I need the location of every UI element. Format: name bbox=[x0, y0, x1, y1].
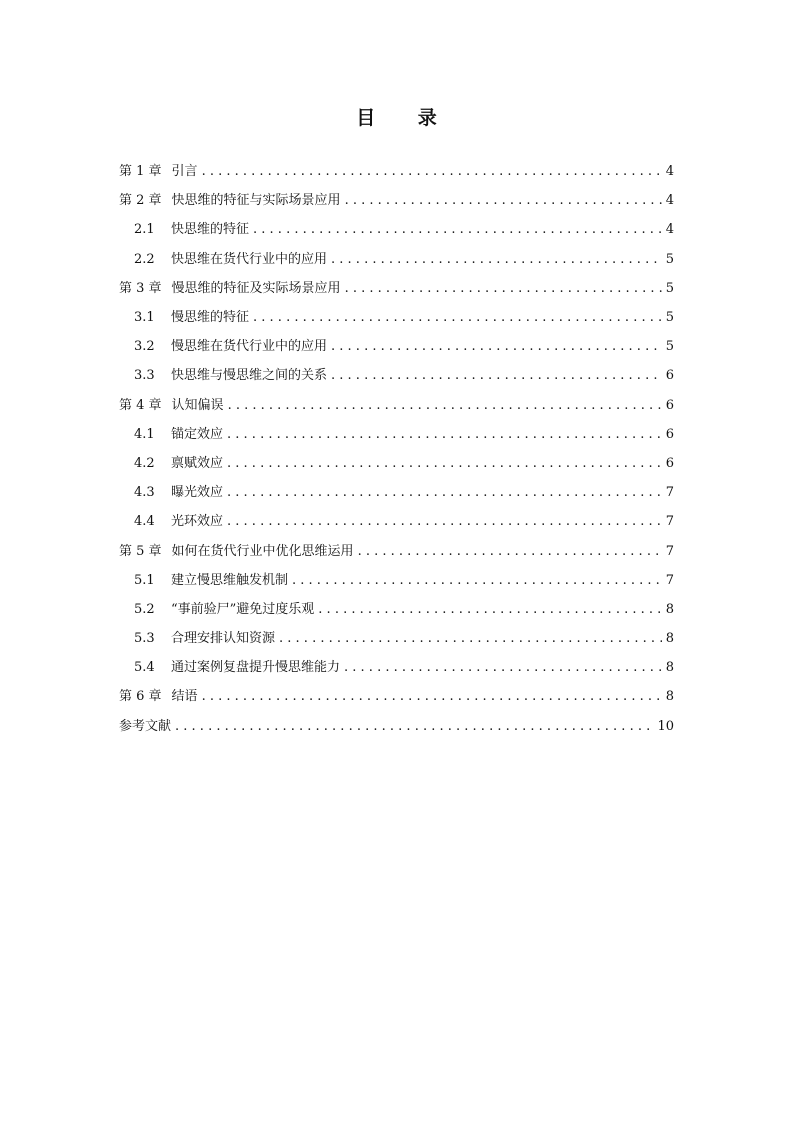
toc-entry[interactable] bbox=[119, 274, 674, 303]
toc-entry-title: 慢思维在货代行业中的应用 bbox=[171, 339, 328, 355]
toc-entry-title: 引言 bbox=[171, 164, 198, 180]
toc-entry[interactable] bbox=[119, 507, 674, 536]
toc-dot-leader bbox=[344, 653, 662, 682]
toc-title: 目 录 bbox=[356, 107, 455, 129]
toc-entry[interactable] bbox=[119, 595, 674, 624]
toc-dot-leader bbox=[227, 478, 662, 507]
toc-entry-title: 建立慢思维触发机制 bbox=[171, 572, 289, 588]
toc-entry-number: 5.3 bbox=[134, 631, 155, 647]
toc-entry[interactable] bbox=[119, 566, 674, 595]
toc-dot-leader bbox=[279, 624, 662, 653]
toc-entry-page-number: 8 bbox=[665, 631, 674, 647]
toc-entry-page-number: 6 bbox=[665, 368, 674, 384]
toc-entry-title: 快思维的特征 bbox=[171, 222, 250, 238]
toc-entry-page-number: 5 bbox=[665, 251, 674, 267]
toc-entry-number: 4.1 bbox=[134, 426, 155, 442]
toc-entry-number: 5.4 bbox=[134, 660, 155, 676]
toc-entry[interactable] bbox=[119, 536, 674, 565]
toc-entry-title: 通过案例复盘提升慢思维能力 bbox=[171, 660, 341, 676]
toc-entry-title: 结语 bbox=[171, 689, 198, 705]
toc-dot-leader bbox=[202, 157, 662, 186]
toc-entry-title: 认知偏误 bbox=[171, 397, 224, 413]
toc-entry-number: 2.1 bbox=[134, 222, 155, 238]
toc-entry-title: “事前验尸”避免过度乐观 bbox=[171, 601, 315, 617]
toc-entry-page-number: 5 bbox=[665, 339, 674, 355]
toc-entry-title: 慢思维的特征及实际场景应用 bbox=[171, 280, 341, 296]
table-of-contents bbox=[119, 157, 674, 741]
toc-entry[interactable] bbox=[119, 420, 674, 449]
toc-entry[interactable] bbox=[119, 157, 674, 186]
toc-entry-number: 第 3 章 bbox=[119, 280, 162, 296]
toc-entry-page-number: 5 bbox=[665, 310, 674, 326]
toc-entry[interactable] bbox=[119, 682, 674, 711]
toc-entry[interactable] bbox=[119, 653, 674, 682]
toc-entry-number: 4.4 bbox=[134, 514, 155, 530]
toc-entry[interactable] bbox=[119, 215, 674, 244]
toc-entry-page-number: 5 bbox=[665, 280, 674, 296]
toc-dot-leader bbox=[345, 274, 662, 303]
toc-entry[interactable] bbox=[119, 712, 674, 741]
toc-entry[interactable] bbox=[119, 391, 674, 420]
toc-entry-title: 快思维与慢思维之间的关系 bbox=[171, 368, 328, 384]
toc-dot-leader bbox=[345, 186, 662, 215]
toc-entry-number: 第 1 章 bbox=[119, 164, 162, 180]
toc-entry-page-number: 4 bbox=[665, 193, 674, 209]
toc-dot-leader bbox=[227, 507, 662, 536]
toc-entry-page-number: 7 bbox=[665, 543, 674, 559]
toc-entry[interactable] bbox=[119, 478, 674, 507]
toc-entry-page-number: 6 bbox=[665, 455, 674, 471]
toc-entry[interactable] bbox=[119, 361, 674, 390]
toc-entry-number: 第 5 章 bbox=[119, 543, 162, 559]
toc-entry-number: 第 6 章 bbox=[119, 689, 162, 705]
toc-entry-number: 5.2 bbox=[134, 601, 155, 617]
toc-entry-number: 5.1 bbox=[134, 572, 155, 588]
toc-entry-title: 合理安排认知资源 bbox=[171, 631, 276, 647]
toc-entry-page-number: 7 bbox=[665, 485, 674, 501]
toc-dot-leader bbox=[331, 361, 662, 390]
toc-entry-number: 3.3 bbox=[134, 368, 155, 384]
toc-entry-title: 如何在货代行业中优化思维运用 bbox=[171, 543, 354, 559]
toc-dot-leader bbox=[227, 449, 662, 478]
toc-entry-page-number: 8 bbox=[665, 601, 674, 617]
toc-entry-title: 快思维在货代行业中的应用 bbox=[171, 251, 328, 267]
toc-entry-number: 4.3 bbox=[134, 485, 155, 501]
toc-entry-page-number: 7 bbox=[665, 514, 674, 530]
toc-entry[interactable] bbox=[119, 449, 674, 478]
toc-entry[interactable] bbox=[119, 303, 674, 332]
toc-entry-title: 参考文献 bbox=[119, 718, 172, 734]
toc-entry[interactable] bbox=[119, 186, 674, 215]
toc-dot-leader bbox=[331, 332, 662, 361]
toc-dot-leader bbox=[253, 215, 662, 244]
toc-dot-leader bbox=[292, 566, 662, 595]
toc-entry-page-number: 7 bbox=[665, 572, 674, 588]
toc-entry-page-number: 8 bbox=[665, 689, 674, 705]
toc-entry-number: 第 4 章 bbox=[119, 397, 162, 413]
toc-entry-page-number: 4 bbox=[665, 164, 674, 180]
toc-dot-leader bbox=[253, 303, 662, 332]
toc-entry-title: 慢思维的特征 bbox=[171, 310, 250, 326]
toc-entry-page-number: 4 bbox=[665, 222, 674, 238]
toc-entry-title: 曝光效应 bbox=[171, 485, 224, 501]
toc-entry-number: 4.2 bbox=[134, 455, 155, 471]
toc-entry-title: 光环效应 bbox=[171, 514, 224, 530]
toc-entry[interactable] bbox=[119, 624, 674, 653]
toc-dot-leader bbox=[227, 420, 662, 449]
toc-dot-leader bbox=[331, 245, 662, 274]
toc-dot-leader bbox=[175, 712, 653, 741]
toc-dot-leader bbox=[358, 537, 662, 566]
toc-entry-number: 3.1 bbox=[134, 310, 155, 326]
toc-entry-title: 禀赋效应 bbox=[171, 455, 224, 471]
toc-entry-number: 3.2 bbox=[134, 339, 155, 355]
toc-entry-title: 快思维的特征与实际场景应用 bbox=[171, 193, 341, 209]
toc-entry[interactable] bbox=[119, 245, 674, 274]
toc-dot-leader bbox=[202, 682, 662, 711]
toc-entry-page-number: 8 bbox=[665, 660, 674, 676]
toc-dot-leader bbox=[228, 391, 662, 420]
toc-entry[interactable] bbox=[119, 332, 674, 361]
toc-entry-page-number: 6 bbox=[665, 397, 674, 413]
toc-entry-page-number: 6 bbox=[665, 426, 674, 442]
toc-entry-title: 锚定效应 bbox=[171, 426, 224, 442]
toc-dot-leader bbox=[318, 595, 661, 624]
toc-entry-page-number: 10 bbox=[657, 718, 674, 734]
toc-entry-number: 第 2 章 bbox=[119, 193, 162, 209]
toc-entry-number: 2.2 bbox=[134, 251, 155, 267]
